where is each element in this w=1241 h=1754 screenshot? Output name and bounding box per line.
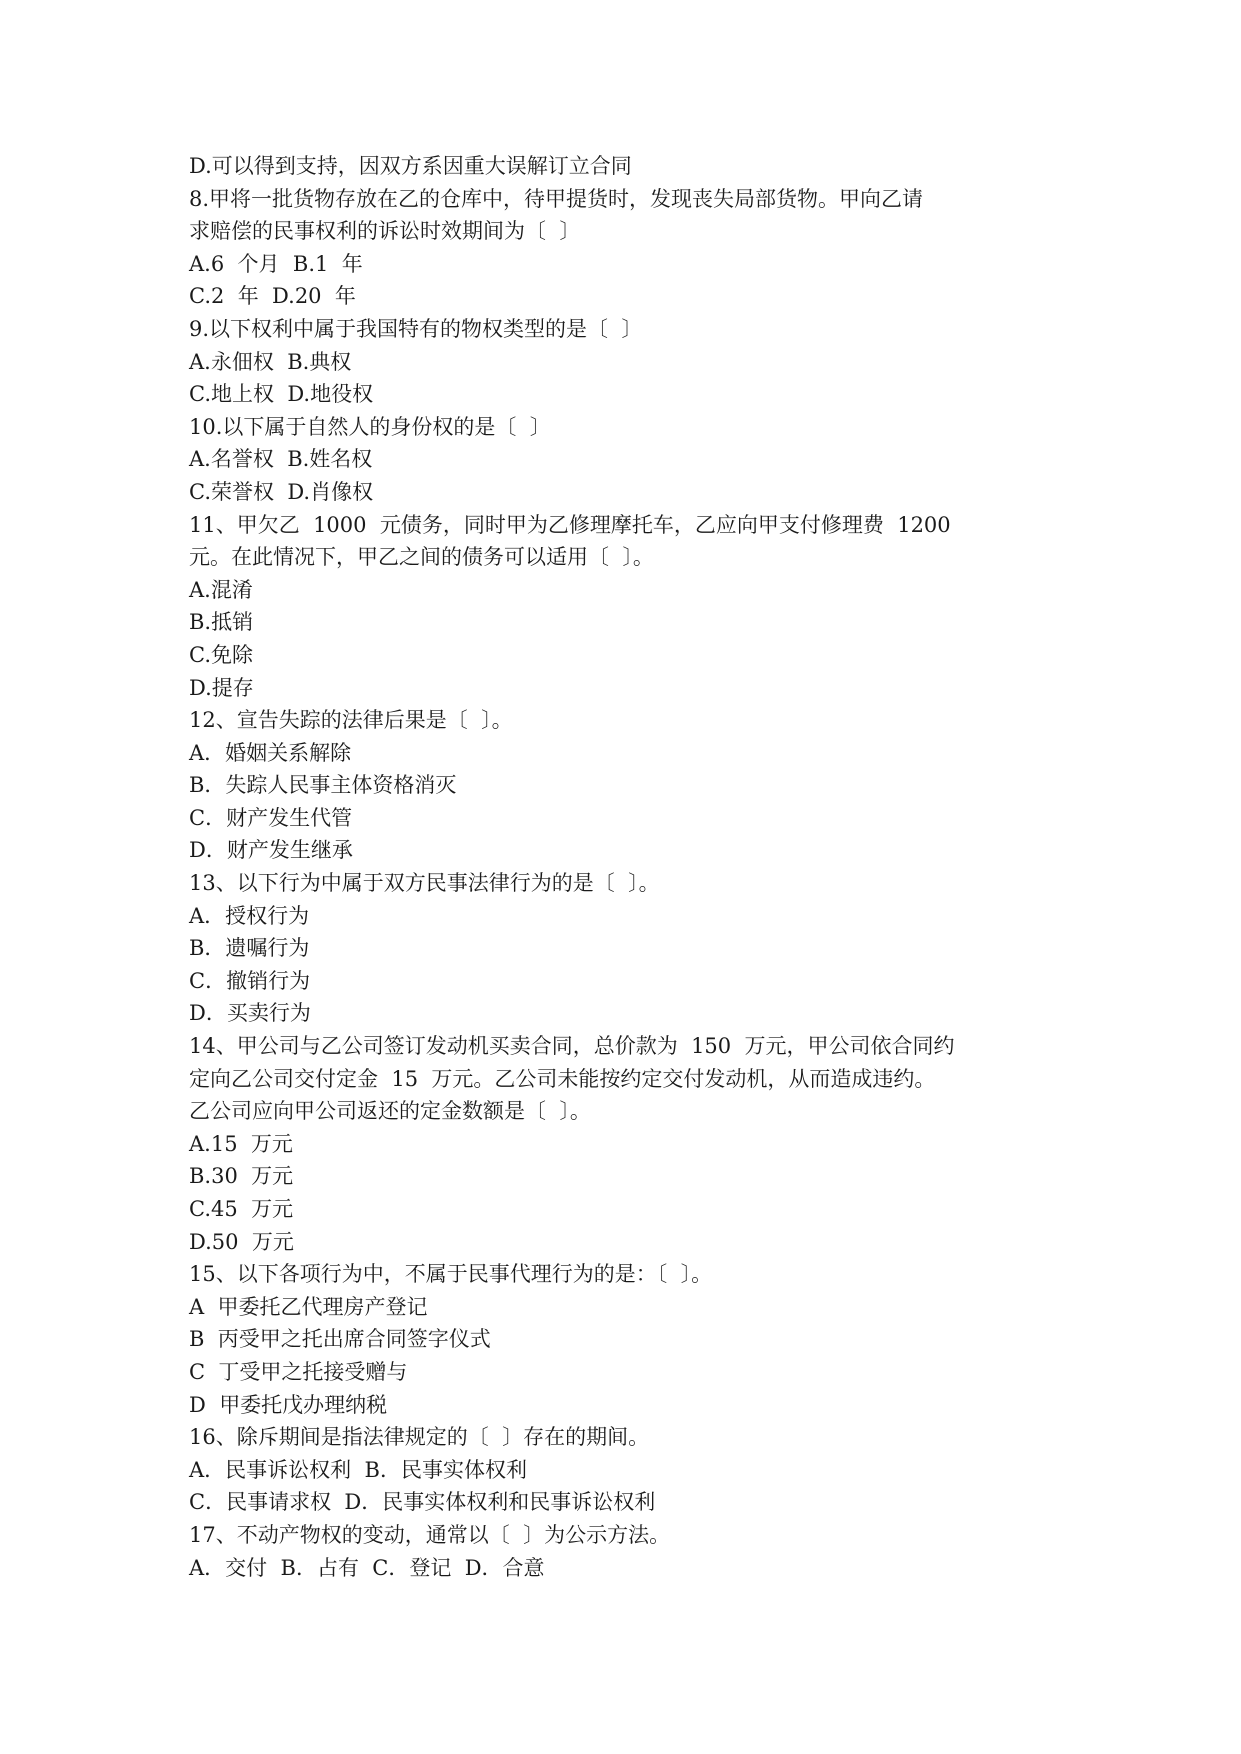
option-line: D．买卖行为 — [189, 1001, 311, 1026]
option-line: A.6 个月 B.1 年 — [189, 251, 363, 276]
document-body — [189, 150, 989, 1584]
option-line: C.2 年 D.20 年 — [189, 284, 356, 309]
option-line: C.荣誉权 D.肖像权 — [189, 479, 374, 504]
option-line: D 甲委托戊办理纳税 — [189, 1392, 388, 1417]
question-line: 乙公司应向甲公司返还的定金数额是〔 〕。 — [189, 1099, 591, 1124]
option-line: B．遗嘱行为 — [189, 936, 310, 961]
option-line: C 丁受甲之托接受赠与 — [189, 1359, 408, 1384]
option-line: D.提存 — [189, 675, 254, 700]
option-line: C．民事请求权 D．民事实体权利和民事诉讼权利 — [189, 1490, 656, 1515]
option-line: A．交付 B．占有 C．登记 D．合意 — [189, 1555, 545, 1580]
option-line: B．失踪人民事主体资格消灭 — [189, 773, 457, 798]
question-line: 16、除斥期间是指法律规定的〔 〕存在的期间。 — [189, 1425, 650, 1450]
question-line: 11、甲欠乙 1000 元债务，同时甲为乙修理摩托车，乙应向甲支付修理费 1200 — [189, 512, 951, 537]
option-line: B 丙受甲之托出席合同签字仪式 — [189, 1327, 491, 1352]
option-line: A.15 万元 — [189, 1131, 293, 1156]
question-line: 14、甲公司与乙公司签订发动机买卖合同，总价款为 150 万元，甲公司依合同约 — [189, 1034, 955, 1059]
option-line: C．财产发生代管 — [189, 805, 353, 830]
question-line: 定向乙公司交付定金 15 万元。乙公司未能按约定交付发动机，从而造成违约。 — [189, 1066, 936, 1091]
question-line: 12、宣告失踪的法律后果是〔 〕。 — [189, 708, 513, 733]
option-line: A．民事诉讼权利 B．民事实体权利 — [189, 1457, 527, 1482]
option-line: A．婚姻关系解除 — [189, 740, 352, 765]
question-line: 求赔偿的民事权利的诉讼时效期间为〔 〕 — [189, 219, 581, 244]
option-line: D．财产发生继承 — [189, 838, 353, 863]
question-line: 10.以下属于自然人的身份权的是〔 〕 — [189, 414, 551, 439]
question-line: 元。在此情况下，甲乙之间的债务可以适用〔 〕。 — [189, 545, 654, 570]
option-line: A．授权行为 — [189, 903, 310, 928]
question-line: 13、以下行为中属于双方民事法律行为的是〔 〕。 — [189, 871, 660, 896]
option-line: C.地上权 D.地役权 — [189, 382, 374, 407]
question-line: 15、以下各项行为中，不属于民事代理行为的是：〔 〕。 — [189, 1262, 713, 1287]
option-line: D.可以得到支持，因双方系因重大误解订立合同 — [189, 154, 632, 178]
option-line: B.30 万元 — [189, 1164, 294, 1189]
option-line: A 甲委托乙代理房产登记 — [189, 1294, 428, 1319]
question-line: 8.甲将一批货物存放在乙的仓库中，待甲提货时，发现丧失局部货物。甲向乙请 — [189, 186, 924, 211]
question-line: 17、不动产物权的变动，通常以〔 〕为公示方法。 — [189, 1522, 671, 1547]
option-line: A.混淆 — [189, 577, 253, 602]
option-line: C．撤销行为 — [189, 968, 311, 993]
option-line: C.45 万元 — [189, 1197, 294, 1221]
option-line: A.名誉权 B.姓名权 — [189, 447, 373, 472]
option-line: B.抵销 — [189, 610, 254, 635]
question-line: 9.以下权利中属于我国特有的物权类型的是〔 〕 — [189, 316, 643, 341]
option-line: A.永佃权 B.典权 — [189, 349, 352, 374]
option-line: C.免除 — [189, 642, 253, 667]
option-line: D.50 万元 — [189, 1229, 294, 1254]
